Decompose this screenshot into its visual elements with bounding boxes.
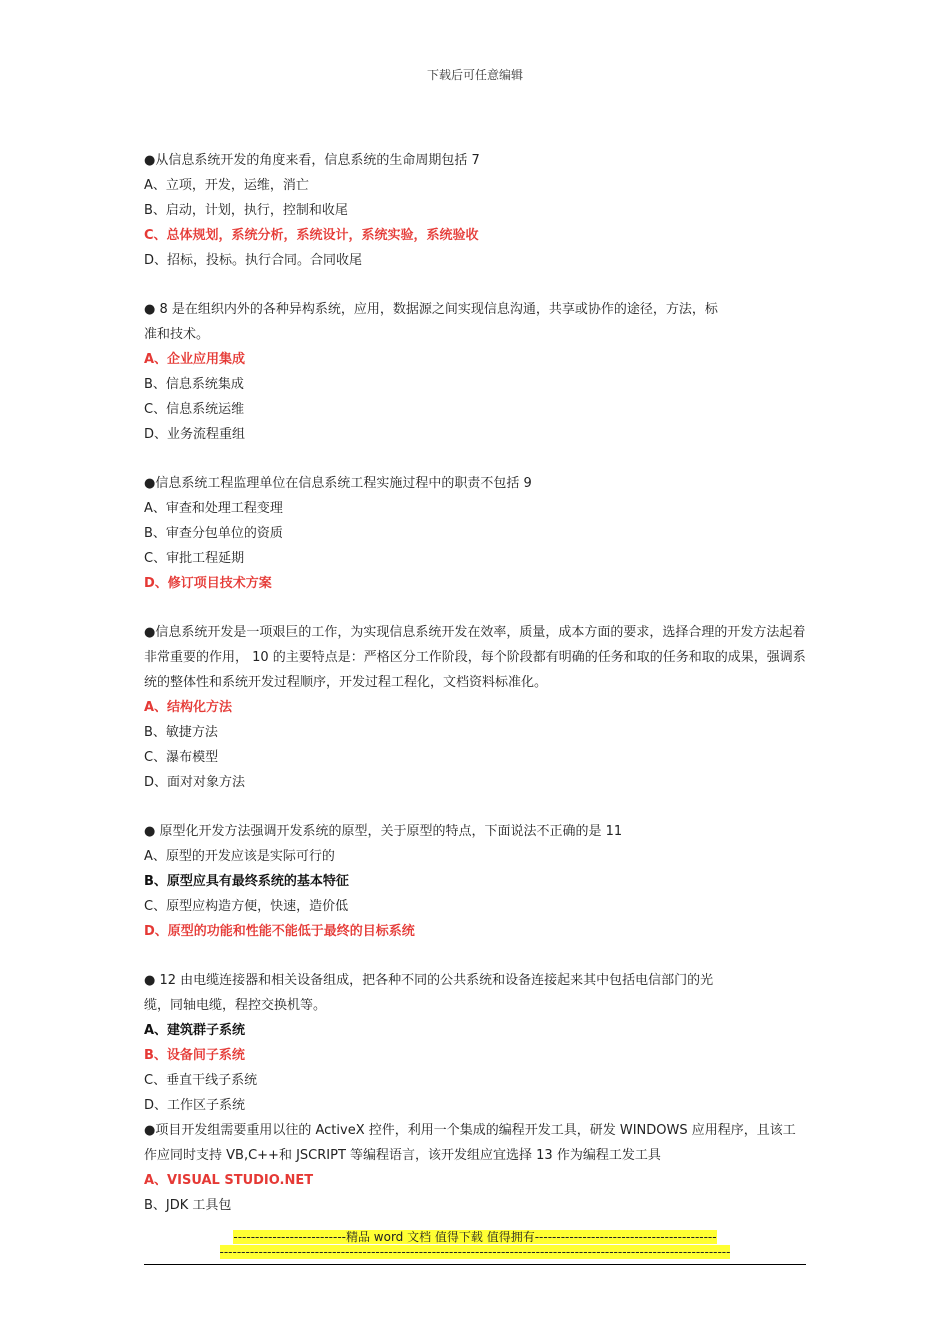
option-a-answer: A、VISUAL STUDIO.NET (144, 1173, 314, 1188)
option-c: C、审批工程延期 (144, 551, 245, 566)
option-a-answer: A、企业应用集成 (144, 352, 246, 367)
footer-dashes (144, 1245, 806, 1260)
option-d: D、业务流程重组 (144, 427, 246, 442)
option-d: D、招标，投标。执行合同。合同收尾 (144, 253, 363, 268)
option-b: B、审查分包单位的资质 (144, 526, 283, 541)
page-header: 下载后可任意编辑 (426, 68, 523, 82)
option-b: B、信息系统集成 (144, 377, 244, 392)
question-1 (144, 148, 808, 273)
document-body (144, 148, 808, 1218)
question-4 (144, 620, 808, 795)
option-b: B、JDK 工具包 (144, 1198, 232, 1213)
option-c: C、瀑布模型 (144, 750, 219, 765)
question-6 (144, 968, 808, 1118)
option-b: B、敏捷方法 (144, 725, 218, 740)
question-7 (144, 1118, 808, 1218)
question-text: ●信息系统开发是一项艰巨的工作，为实现信息系统开发在效率，质量，成本方面的要求，选择合理的开发方法起着非常重要的作用， 10 的主要特点是：严格区分工作阶段，每个阶段都有明确的任务和取的任务和取的成果，强调系统的整体性和系统开发过程顺序，开发过程工程化，文档资料标准化。 (144, 625, 806, 690)
option-c-answer: C、总体规划，系统分析，系统设计，系统实验，系统验收 (144, 228, 479, 243)
option-c: C、信息系统运维 (144, 402, 245, 417)
option-b: B、原型应具有最终系统的基本特征 (144, 874, 349, 889)
footer-banner (144, 1230, 806, 1245)
question-3 (144, 471, 808, 596)
question-5 (144, 819, 808, 944)
option-c: C、原型应构造方便，快速，造价低 (144, 899, 349, 914)
option-a: A、审查和处理工程变理 (144, 501, 283, 516)
question-text: ● 8 是在组织内外的各种异构系统，应用，数据源之间实现信息沟通，共享或协作的途径，方法，标准和技术。 (144, 302, 718, 342)
option-d-answer: D、原型的功能和性能不能低于最终的目标系统 (144, 924, 415, 939)
option-a-answer: A、结构化方法 (144, 700, 233, 715)
question-text: ● 12 由电缆连接器和相关设备组成，把各种不同的公共系统和设备连接起来其中包括电信部门的光缆，同轴电缆，程控交换机等。 (144, 973, 714, 1013)
question-2 (144, 297, 808, 447)
option-d: D、工作区子系统 (144, 1098, 246, 1113)
option-b: B、启动，计划，执行，控制和收尾 (144, 203, 348, 218)
question-text: ●从信息系统开发的角度来看，信息系统的生命周期包括 7 (144, 153, 480, 168)
option-a: A、立项，开发，运维，消亡 (144, 178, 309, 193)
question-text: ● 原型化开发方法强调开发系统的原型，关于原型的特点，下面说法不正确的是 11 (144, 824, 623, 839)
option-d: D、面对对象方法 (144, 775, 246, 790)
footer-dashes-text: ---------------------------------------------------------------------------------------------------------------------- (219, 1245, 731, 1259)
option-b-answer: B、设备间子系统 (144, 1048, 245, 1063)
option-c: C、垂直干线子系统 (144, 1073, 258, 1088)
page-footer (144, 1230, 806, 1265)
question-text: ●信息系统工程监理单位在信息系统工程实施过程中的职责不包括 9 (144, 476, 532, 491)
footer-rule (144, 1264, 806, 1265)
option-a: A、原型的开发应该是实际可行的 (144, 849, 335, 864)
footer-banner-text: --------------------------精品 word 文档 值得下载 值得拥有------------------------------------------ (233, 1230, 717, 1244)
option-a: A、建筑群子系统 (144, 1023, 246, 1038)
question-text: ●项目开发组需要重用以往的 ActiveX 控件，利用一个集成的编程开发工具，研发 WINDOWS 应用程序，且该工作应同时支持 VB,C++和 JSCRIPT 等编程语言，该开发组应宜选择 13 作为编程工发工具 (144, 1123, 796, 1163)
option-d-answer: D、修订项目技术方案 (144, 576, 272, 591)
